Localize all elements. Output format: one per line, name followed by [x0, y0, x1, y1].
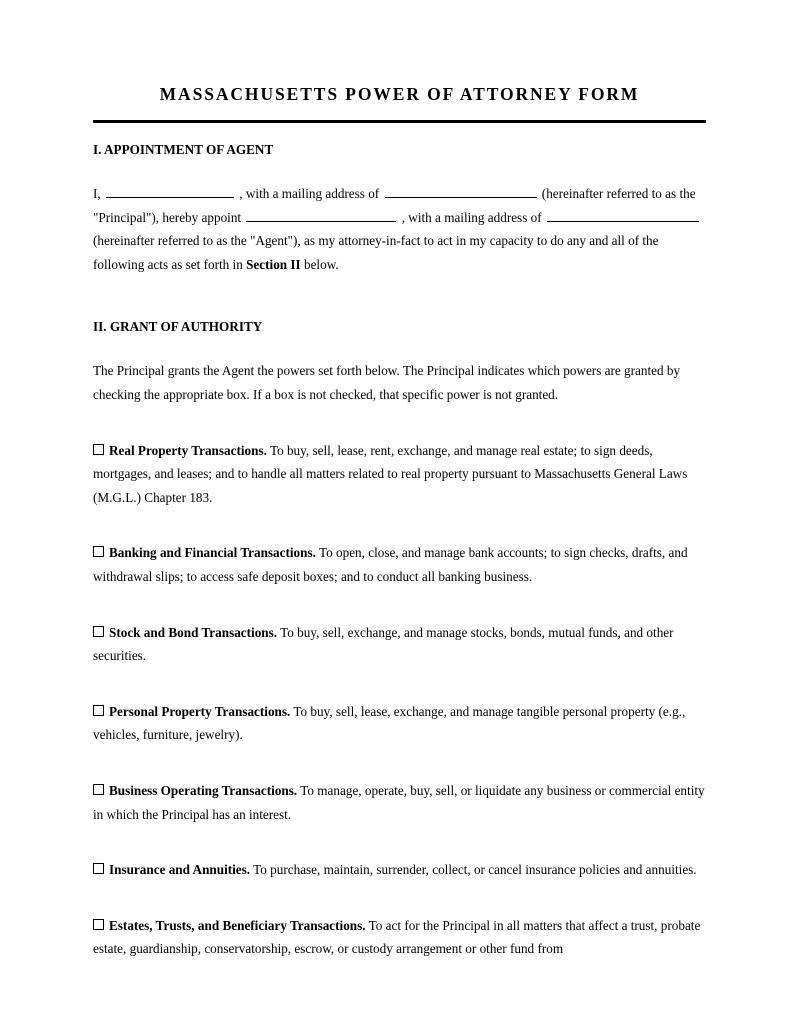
power-item	[93, 541, 706, 588]
power-item-label: Insurance and Annuities.	[109, 862, 251, 878]
appointment-text-1: I,	[93, 186, 101, 201]
power-item	[93, 621, 706, 668]
checkbox-icon[interactable]	[93, 705, 104, 716]
checkbox-icon[interactable]	[93, 784, 104, 795]
power-item	[93, 858, 706, 882]
power-item-label: Personal Property Transactions.	[109, 703, 291, 719]
powers-list	[93, 439, 706, 961]
appointment-paragraph	[93, 182, 706, 276]
checkbox-icon[interactable]	[93, 863, 104, 874]
power-item-description: To buy, sell, lease, exchange, and manage tangible personal property (e.g., vehicles, furniture, jewelry).	[93, 703, 686, 743]
checkbox-icon[interactable]	[93, 919, 104, 930]
appointment-text-6: below.	[303, 256, 339, 272]
power-item-label: Real Property Transactions.	[109, 442, 267, 458]
power-item	[93, 700, 706, 747]
power-item-label: Business Operating Transactions.	[109, 782, 298, 798]
section-ii-reference: Section II	[246, 256, 301, 272]
power-item-description: To manage, operate, buy, sell, or liquidate any business or commercial entity in which the Principal has an interest.	[93, 782, 705, 822]
checkbox-icon[interactable]	[93, 444, 104, 455]
power-item	[93, 779, 706, 826]
appointment-text-4: , with a mailing address of	[401, 209, 542, 225]
power-item	[93, 439, 706, 510]
title-divider	[93, 120, 706, 123]
grant-intro-paragraph: The Principal grants the Agent the powers set forth below. The Principal indicates which powers are granted by checking the appropriate box. If a box is not checked, that specific power is not granted.	[93, 363, 681, 402]
appointment-text-5: (hereinafter referred to as the "Agent"), as my attorney-in-fact to act in my capacity to do any and all of the following acts as set forth in	[93, 233, 659, 272]
power-item-label: Stock and Bond Transactions.	[109, 624, 278, 640]
appointment-text-3: (hereinafter referred to as the "Principal"), hereby appoint	[93, 186, 696, 225]
power-item-description: To act for the Principal in all matters that affect a trust, probate estate, guardianship, conservatorship, escrow, or custody arrangement or other fund from	[93, 917, 701, 957]
checkbox-icon[interactable]	[93, 546, 104, 557]
document-content	[93, 0, 706, 961]
power-item-description: To purchase, maintain, surrender, collect, or cancel insurance policies and annuities.	[253, 862, 697, 878]
appointment-text-2: , with a mailing address of	[239, 186, 380, 201]
power-item-label: Banking and Financial Transactions.	[109, 545, 316, 561]
section-heading-grant: II. GRANT OF AUTHORITY	[93, 319, 263, 335]
agent-address-blank[interactable]	[547, 211, 699, 222]
checkbox-icon[interactable]	[93, 626, 104, 637]
section-heading-appointment: I. APPOINTMENT OF AGENT	[93, 142, 274, 157]
power-item-description: To open, close, and manage bank accounts; to sign checks, drafts, and withdrawal slips; to access safe deposit boxes; and to conduct all banking business.	[93, 545, 688, 584]
power-item	[93, 914, 706, 961]
power-item-description: To buy, sell, lease, rent, exchange, and manage real estate; to sign deeds, mortgages, and leases; and to handle all matters related to real property pursuant to Massachusetts General Laws (M.G.L.) Chapter 183.	[93, 442, 688, 505]
power-item-description: To buy, sell, exchange, and manage stocks, bonds, mutual funds, and other securities.	[93, 624, 674, 664]
agent-name-blank[interactable]	[246, 211, 396, 222]
principal-name-blank[interactable]	[106, 188, 234, 199]
principal-address-blank[interactable]	[385, 188, 537, 199]
page-title: MASSACHUSETTS POWER OF ATTORNEY FORM	[159, 84, 640, 104]
power-item-label: Estates, Trusts, and Beneficiary Transactions.	[109, 917, 366, 933]
